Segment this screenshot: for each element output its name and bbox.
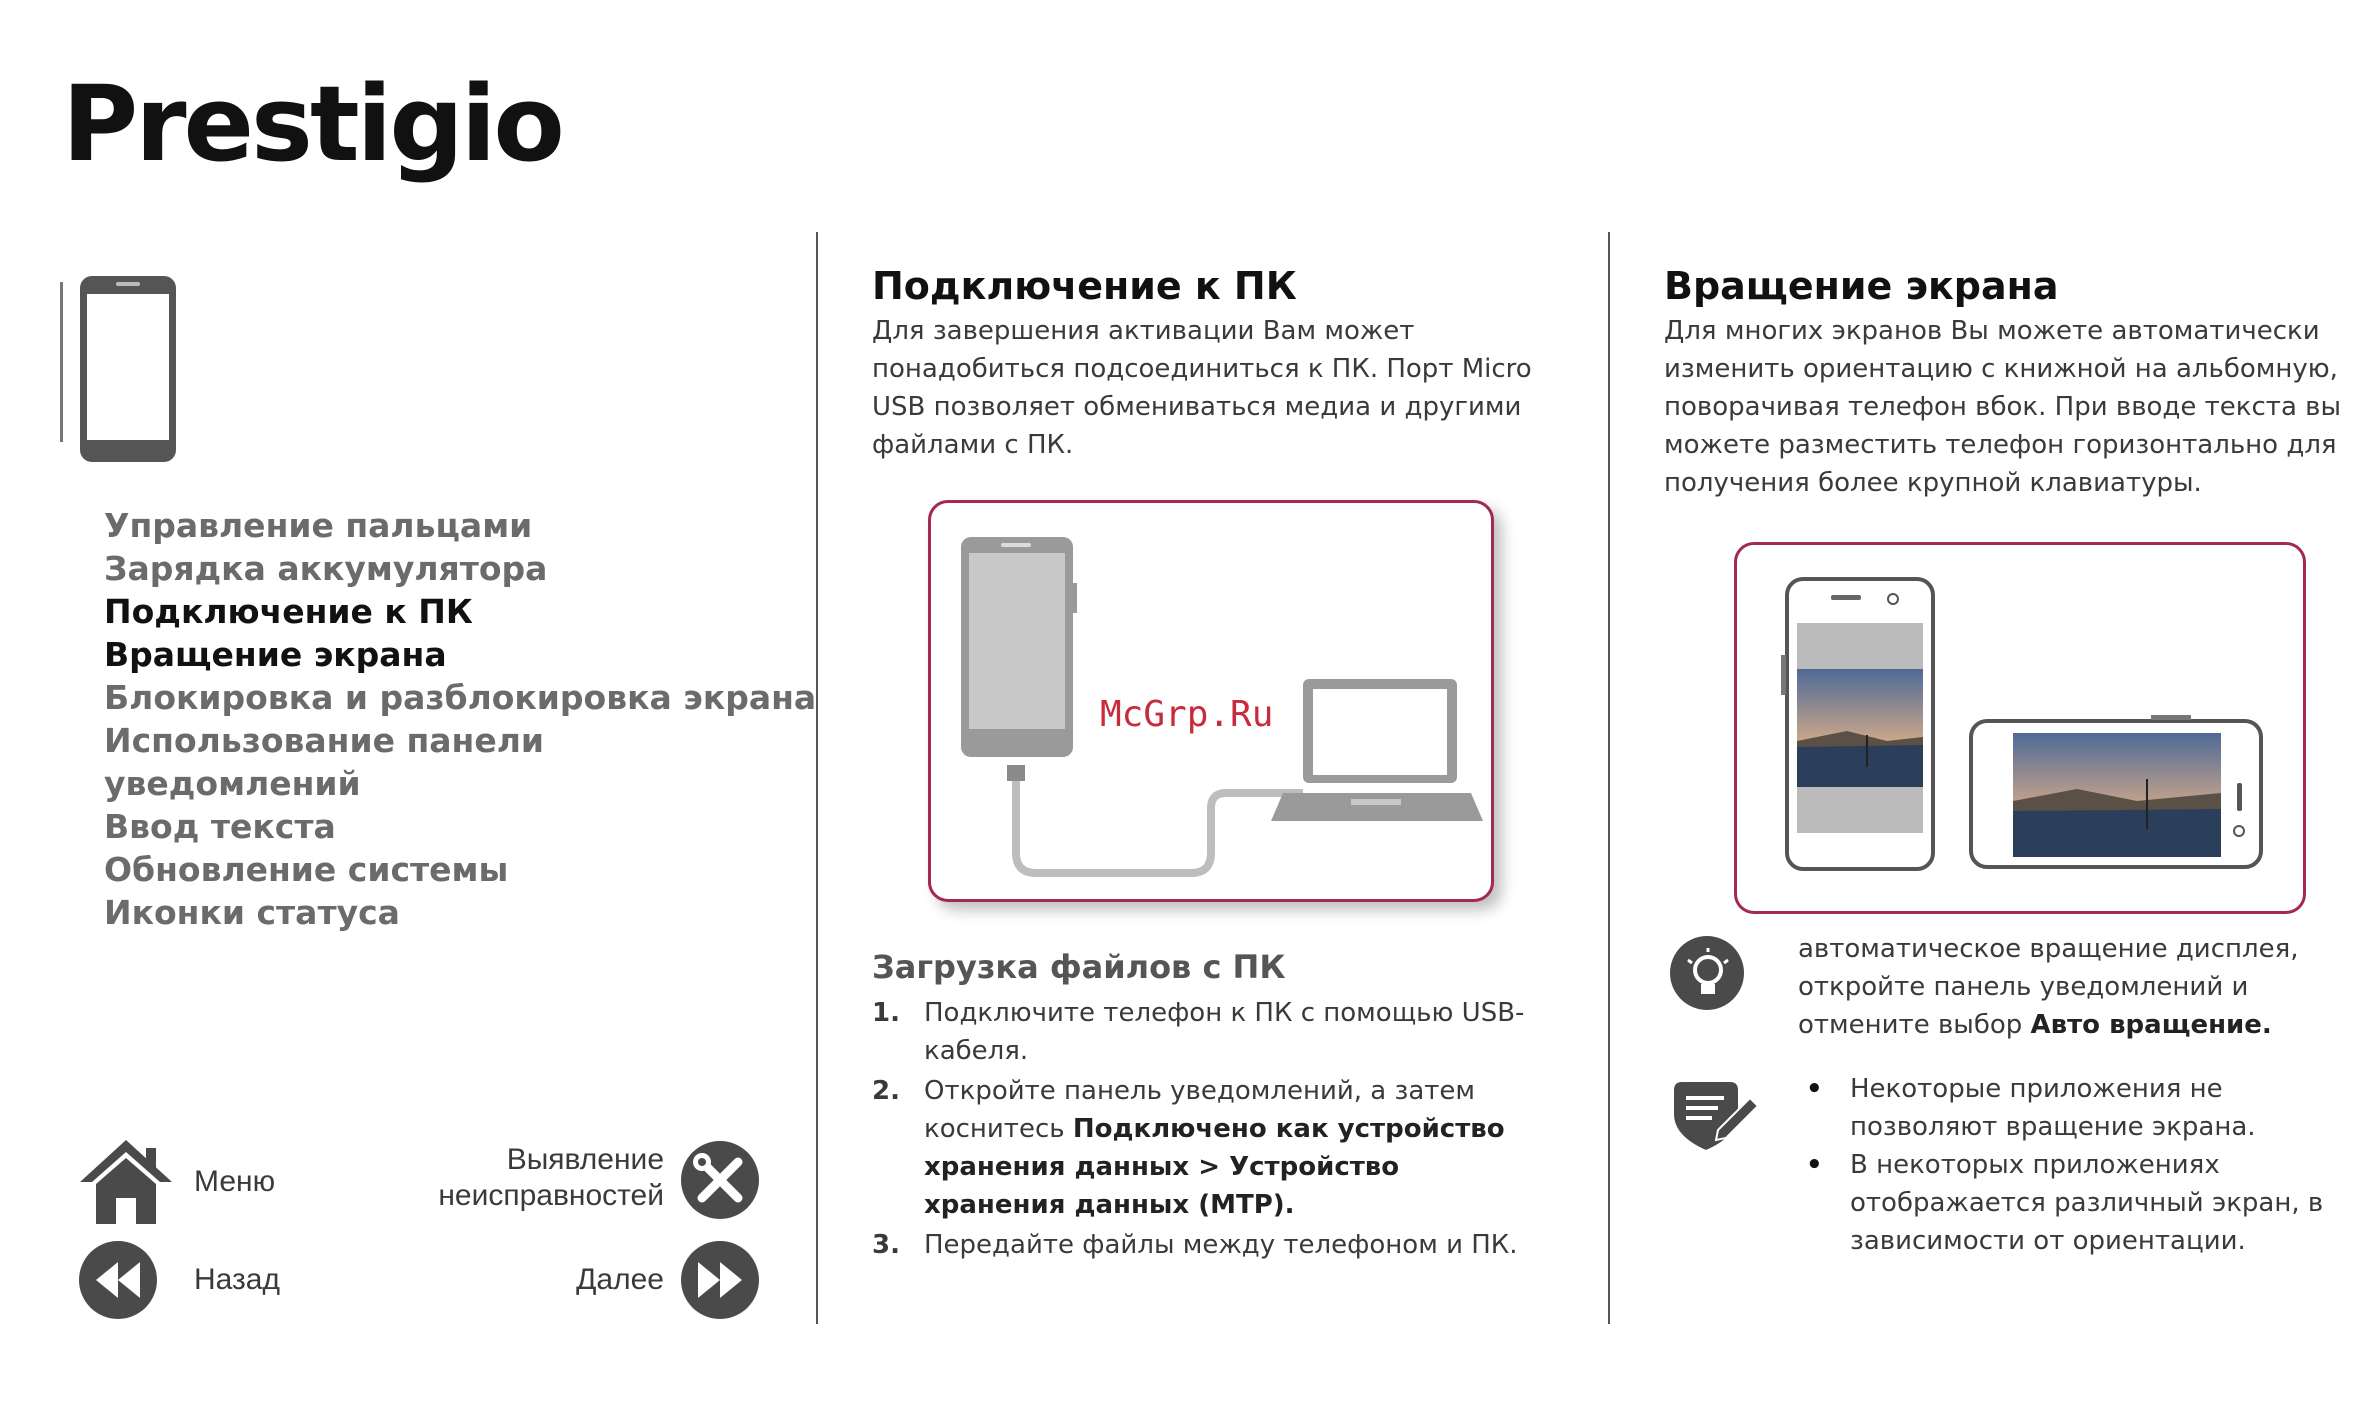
intro-line: понадобиться подсоединиться к ПК. Порт Micro <box>872 354 1532 384</box>
troubleshooting-label-line2: неисправностей <box>438 1179 664 1212</box>
step-number: 1. <box>872 998 900 1028</box>
table-of-contents <box>104 504 816 934</box>
troubleshooting-label <box>438 1142 664 1214</box>
menu-button[interactable] <box>76 1134 306 1230</box>
section-title-pc-connection: Подключение к ПК <box>872 264 1297 308</box>
intro-line: файлами с ПК. <box>872 430 1074 460</box>
section-title-screen-rotation: Вращение экрана <box>1664 264 2059 308</box>
tip-auto-rotate <box>1798 930 2338 1044</box>
back-button[interactable] <box>78 1240 308 1324</box>
toc-item-status-icons[interactable]: Иконки статуса <box>104 893 400 932</box>
step-item <box>872 1072 1528 1224</box>
step-text: Откройте панель уведомлений, а затем коснитесь <box>924 1076 1476 1144</box>
step-number: 2. <box>872 1076 900 1106</box>
step-text: Передайте файлы между телефоном и ПК. <box>924 1230 1518 1260</box>
note-pencil-icon <box>1668 1074 1762 1163</box>
tip-line: откройте панель уведомлений и <box>1798 972 2249 1002</box>
troubleshooting-label-line1: Выявление <box>506 1143 664 1176</box>
subsection-title-file-transfer: Загрузка файлов с ПК <box>872 948 1286 986</box>
menu-label: Меню <box>194 1165 276 1198</box>
watermark: McGrp.Ru <box>1100 694 1274 735</box>
intro-line: Для многих экранов Вы можете автоматически <box>1664 316 2320 346</box>
column-divider-1 <box>816 232 818 1324</box>
step-item <box>872 994 1528 1070</box>
file-transfer-steps <box>872 994 1528 1266</box>
fast-forward-icon <box>680 1240 760 1325</box>
tip-line <box>1798 1006 2338 1044</box>
tip-line: автоматическое вращение дисплея, <box>1798 934 2299 964</box>
step-item <box>872 1226 1528 1264</box>
step-text-bold: Подключено как устройство хранения данных > Устройство хранения данных (MTP). <box>924 1114 1505 1220</box>
lightbulb-icon <box>1668 934 1746 1017</box>
toc-item-system-update[interactable]: Обновление системы <box>104 850 509 889</box>
bullet-item: • Некоторые приложения не позволяют вращение экрана. <box>1798 1070 2338 1146</box>
toc-item-notifications[interactable]: Использование панели <box>104 721 545 760</box>
intro-line: поворачивая телефон вбок. При вводе текста вы <box>1664 392 2341 422</box>
toc-item-notifications-cont[interactable]: уведомлений <box>104 764 361 803</box>
column-divider-2 <box>1608 232 1610 1324</box>
rewind-icon <box>78 1240 158 1325</box>
tools-icon <box>680 1140 760 1225</box>
toc-item-gestures[interactable]: Управление пальцами <box>104 506 533 545</box>
bullet-item: • В некоторых приложениях отображается различный экран, в зависимости от ориентации. <box>1798 1146 2338 1260</box>
next-button[interactable] <box>560 1240 760 1324</box>
phone-icon <box>58 272 183 468</box>
toc-item-text-input[interactable]: Ввод текста <box>104 807 336 846</box>
intro-line: можете разместить телефон горизонтально для <box>1664 430 2337 460</box>
toc-item-lock-unlock[interactable]: Блокировка и разблокировка экрана <box>104 678 817 717</box>
pc-connection-intro <box>872 312 1572 464</box>
tip-rotation-notes <box>1798 1070 2338 1260</box>
toc-item-screen-rotation[interactable]: Вращение экрана <box>104 635 447 674</box>
screen-rotation-illustration <box>1734 542 2306 914</box>
tip-text-bold: Авто вращение. <box>2030 1010 2272 1040</box>
troubleshooting-button[interactable] <box>440 1134 760 1230</box>
step-number: 3. <box>872 1230 900 1260</box>
toc-item-pc-connection[interactable]: Подключение к ПК <box>104 592 473 631</box>
intro-line: USB позволяет обмениваться медиа и другими <box>872 392 1522 422</box>
home-icon <box>76 1134 176 1235</box>
intro-line: изменить ориентацию с книжной на альбомную, <box>1664 354 2338 384</box>
next-label: Далее <box>576 1263 664 1296</box>
back-label: Назад <box>194 1263 280 1296</box>
intro-line: получения более крупной клавиатуры. <box>1664 468 2202 498</box>
intro-line: Для завершения активации Вам может <box>872 316 1415 346</box>
step-text: Подключите телефон к ПК с помощью USB-кабеля. <box>924 998 1525 1066</box>
tip-text: отмените выбор <box>1798 1010 2031 1040</box>
screen-rotation-intro <box>1664 312 2364 502</box>
toc-item-charging[interactable]: Зарядка аккумулятора <box>104 549 548 588</box>
prestigio-logo: Prestigio <box>62 63 562 185</box>
